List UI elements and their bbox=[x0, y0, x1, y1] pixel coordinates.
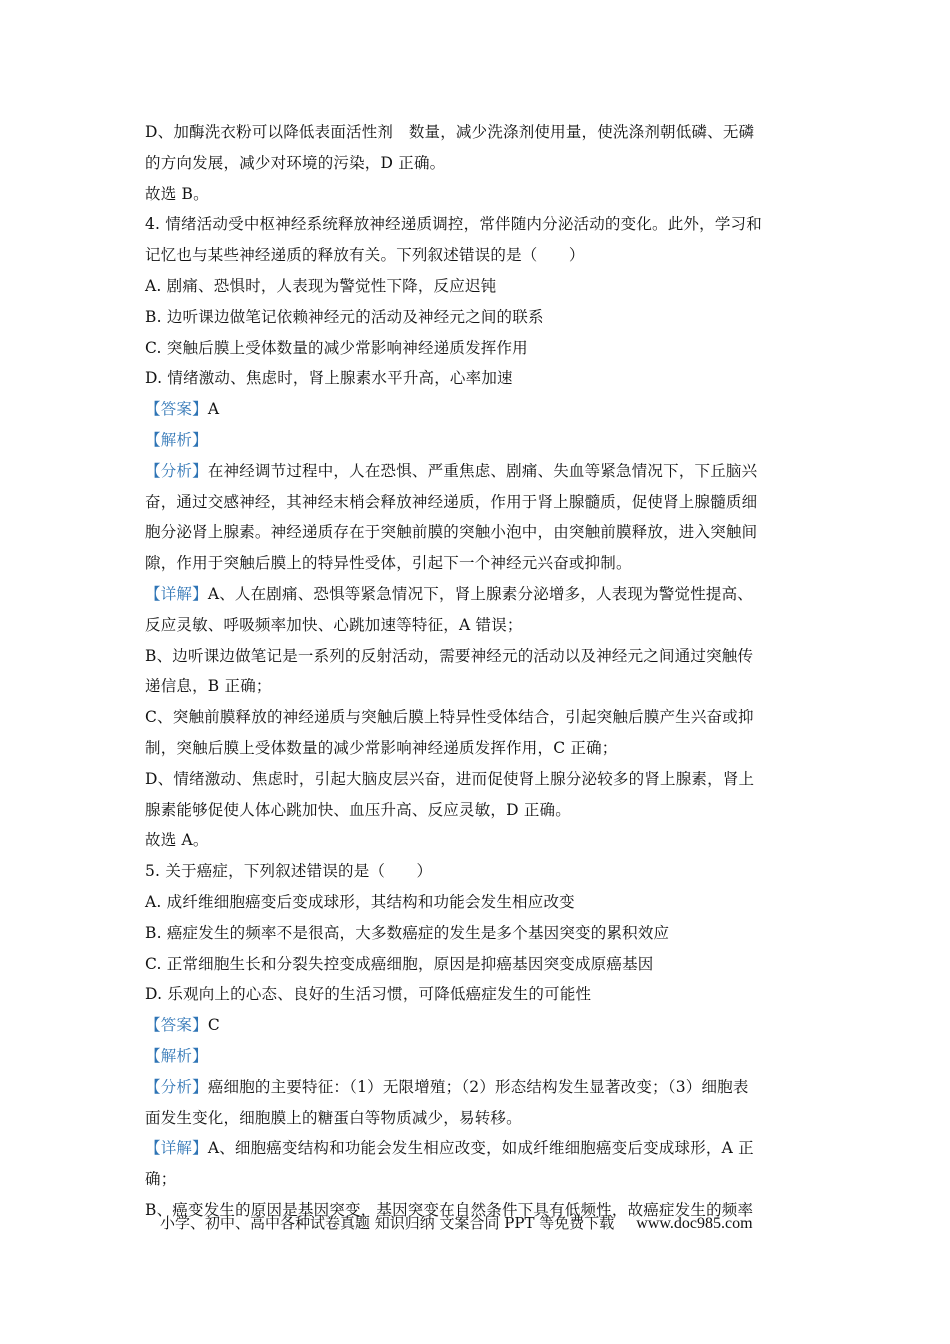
line-text: B、癌变发生的原因是基因突变，基因突变在自然条件下具有低频性，故癌症发生的频率 bbox=[145, 1200, 754, 1219]
line-text: 奋，通过交感神经，其神经末梢会释放神经递质，作用于肾上腺髓质，促使肾上腺髓质细 bbox=[145, 492, 758, 511]
line-text: A. 剧痛、恐惧时，人表现为警觉性下降，反应迟钝 bbox=[145, 276, 497, 295]
text-line bbox=[145, 363, 815, 394]
text-line bbox=[145, 240, 815, 271]
text-line bbox=[145, 117, 815, 148]
line-text: D. 乐观向上的心态、良好的生活习惯，可降低癌症发生的可能性 bbox=[145, 985, 592, 1004]
line-text: 4. 情绪活动受中枢神经系统释放神经递质调控，常伴随内分泌活动的变化。此外，学习和 bbox=[145, 215, 762, 234]
line-text: 的方向发展，减少对环境的污染，D 正确。 bbox=[145, 153, 446, 172]
text-line bbox=[145, 795, 815, 826]
text-line bbox=[145, 1041, 815, 1072]
text-line bbox=[145, 148, 815, 179]
section-tag: 【解析】 bbox=[145, 1046, 208, 1065]
text-line bbox=[145, 1133, 815, 1164]
line-text: 5. 关于癌症，下列叙述错误的是（ ） bbox=[145, 862, 433, 881]
text-line bbox=[145, 425, 815, 456]
line-text: 在神经调节过程中，人在恐惧、严重焦虑、剧痛、失血等紧急情况下，下丘脑兴 bbox=[207, 461, 758, 480]
line-text: C. 正常细胞生长和分裂失控变成癌细胞，原因是抑癌基因突变成原癌基因 bbox=[145, 954, 654, 973]
line-text: 记忆也与某些神经递质的释放有关。下列叙述错误的是（ ） bbox=[145, 246, 585, 265]
text-line bbox=[145, 918, 815, 949]
section-tag: 【详解】 bbox=[145, 1139, 208, 1158]
text-line bbox=[145, 209, 815, 240]
text-line bbox=[145, 517, 815, 548]
document-body bbox=[145, 117, 815, 1226]
text-line bbox=[145, 179, 815, 210]
section-tag: 【解析】 bbox=[145, 430, 208, 449]
text-line bbox=[145, 333, 815, 364]
line-text: A、细胞癌变结构和功能会发生相应改变，如成纤维细胞癌变后变成球形，A 正 bbox=[207, 1139, 754, 1158]
text-line bbox=[145, 1164, 815, 1195]
text-line bbox=[145, 1072, 815, 1103]
text-line bbox=[145, 302, 815, 333]
line-text: 腺素能够促使人体心跳加快、血压升高、反应灵敏，D 正确。 bbox=[145, 800, 571, 819]
text-line bbox=[145, 394, 815, 425]
text-line bbox=[145, 733, 815, 764]
text-line bbox=[145, 825, 815, 856]
line-text: B、边听课边做笔记是一系列的反射活动，需要神经元的活动以及神经元之间通过突触传 bbox=[145, 646, 754, 665]
line-text: 故选 A。 bbox=[145, 831, 209, 850]
line-text: 确； bbox=[145, 1170, 177, 1189]
line-text: B. 癌症发生的频率不是很高，大多数癌症的发生是多个基因突变的累积效应 bbox=[145, 923, 670, 942]
text-line bbox=[145, 548, 815, 579]
footer-website: www.doc985.com bbox=[636, 1215, 753, 1232]
text-line bbox=[145, 271, 815, 302]
text-line bbox=[145, 764, 815, 795]
line-text: 隙，作用于突触后膜上的特异性受体，引起下一个神经元兴奋或抑制。 bbox=[145, 554, 632, 573]
line-text: C、突触前膜释放的神经递质与突触后膜上特异性受体结合，引起突触后膜产生兴奋或抑 bbox=[145, 708, 754, 727]
text-line bbox=[145, 702, 815, 733]
line-text: 制，突触后膜上受体数量的减少常影响神经递质发挥作用，C 正确； bbox=[145, 738, 618, 757]
text-line bbox=[145, 579, 815, 610]
line-text: 面发生变化，细胞膜上的糖蛋白等物质减少，易转移。 bbox=[145, 1108, 522, 1127]
line-text: 癌细胞的主要特征：（1）无限增殖；（2）形态结构发生显著改变；（3）细胞表 bbox=[207, 1077, 749, 1096]
section-tag: 【答案】 bbox=[145, 400, 208, 419]
text-line bbox=[145, 1103, 815, 1134]
section-tag: 【答案】 bbox=[145, 1016, 208, 1035]
text-line bbox=[145, 610, 815, 641]
text-line bbox=[145, 487, 815, 518]
line-text: C. 突触后膜上受体数量的减少常影响神经递质发挥作用 bbox=[145, 338, 528, 357]
text-line bbox=[145, 887, 815, 918]
line-text: D、加酶洗衣粉可以降低表面活性剂 数量，减少洗涤剂使用量，使洗涤剂朝低磷、无磷 bbox=[145, 123, 755, 141]
text-line bbox=[145, 949, 815, 980]
line-text: D、情绪激动、焦虑时，引起大脑皮层兴奋，进而促使肾上腺分泌较多的肾上腺素，肾上 bbox=[145, 769, 755, 788]
line-text: C bbox=[207, 1016, 220, 1035]
text-line bbox=[145, 856, 815, 887]
section-tag: 【分析】 bbox=[145, 1077, 208, 1096]
line-text: 胞分泌肾上腺素。神经递质存在于突触前膜的突触小泡中，由突触前膜释放，进入突触间 bbox=[145, 523, 758, 542]
line-text: A、人在剧痛、恐惧等紧急情况下，肾上腺素分泌增多，人表现为警觉性提高、 bbox=[207, 584, 754, 603]
line-text: 反应灵敏、呼吸频率加快、心跳加速等特征，A 错误； bbox=[145, 615, 523, 634]
line-text: A. 成纤维细胞癌变后变成球形，其结构和功能会发生相应改变 bbox=[145, 892, 575, 911]
text-line bbox=[145, 641, 815, 672]
line-text: 故选 B。 bbox=[145, 184, 209, 203]
line-text: 递信息，B 正确； bbox=[145, 677, 272, 696]
line-text: A bbox=[207, 400, 220, 419]
section-tag: 【详解】 bbox=[145, 584, 208, 603]
text-line bbox=[145, 671, 815, 702]
text-line bbox=[145, 1010, 815, 1041]
line-text: B. 边听课边做笔记依赖神经元的活动及神经元之间的联系 bbox=[145, 307, 544, 326]
line-text: D. 情绪激动、焦虑时，肾上腺素水平升高，心率加速 bbox=[145, 369, 513, 388]
section-tag: 【分析】 bbox=[145, 461, 208, 480]
text-line bbox=[145, 979, 815, 1010]
text-line bbox=[145, 456, 815, 487]
page-footer bbox=[160, 1212, 800, 1233]
footer-text: 小学、初中、高中各种试卷真题 知识归纳 文案合同 PPT 等免费下载 bbox=[160, 1214, 615, 1232]
